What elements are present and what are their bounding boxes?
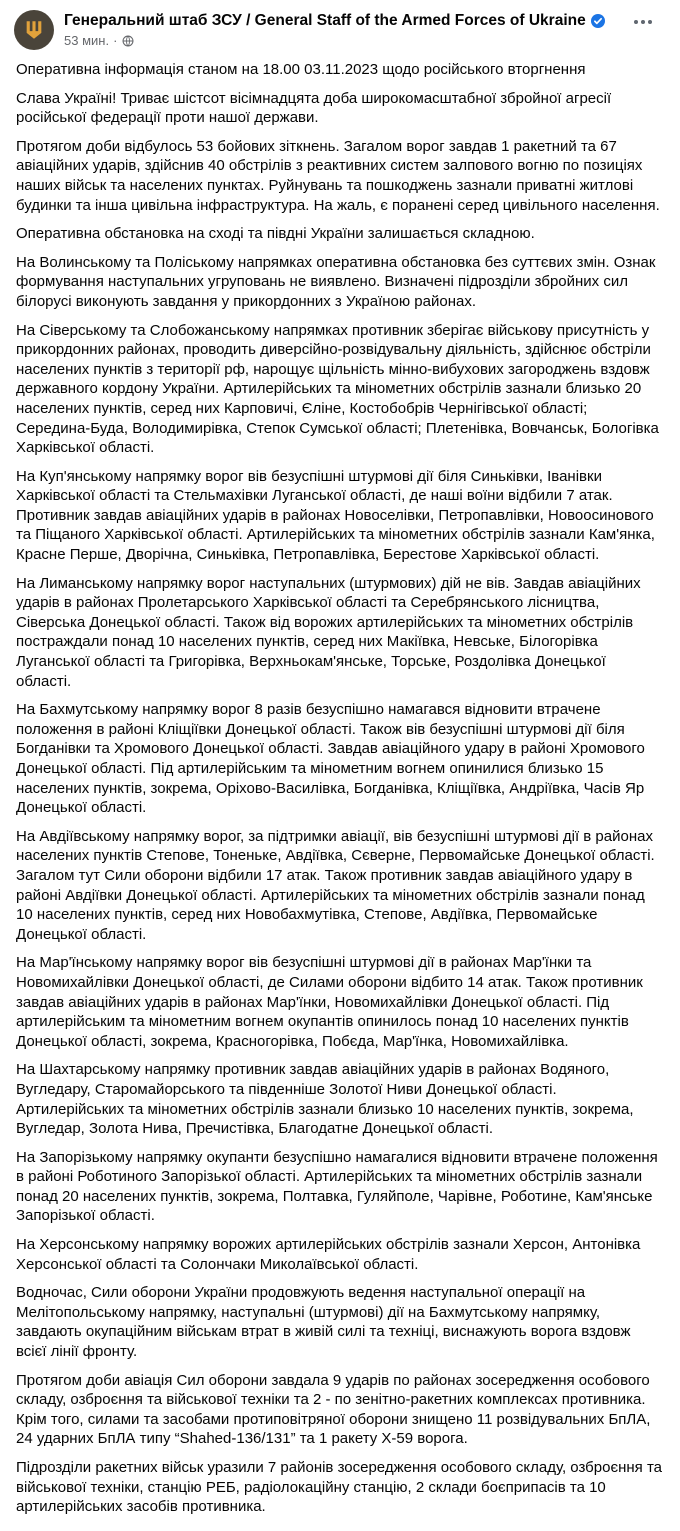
post-paragraph: Водночас, Сили оборони України продовжують ведення наступальної операції на Мелітопольському напрямку, наступальні (штурмові) дії на Бахмутському напрямку, завдають окупаційним військам втрат в живій силі та техніці, виснажують ворога вздовж всієї лінії фронту. [16, 1284, 635, 1361]
post-paragraph: На Бахмутському напрямку ворог 8 разів безуспішно намагався відновити втрачене положення в районі Кліщіївки Донецької області. Також вів безуспішні штурмові дії біля Богданівки та Хромового Донецької області. Завдав авіаційного удару в районі Хромового Донецької області. Під артилерійським та мінометним вогнем опинилися близько 15 населених пунктів, зокрема, Оріхово-Василівка, Богданівка, Кліщіївка, Андріївка, Часів Яр Донецької області. [16, 701, 650, 817]
trident-emblem-icon [23, 19, 45, 41]
header-info [64, 10, 664, 49]
post-paragraph: Слава Україні! Триває шістсот вісімнадцята доба широкомасштабної збройної агресії російської федерації проти нашої держави. [16, 89, 616, 127]
page-avatar[interactable] [14, 10, 54, 50]
post-timestamp[interactable]: 53 мин. [64, 33, 110, 48]
post-paragraph: Оперативна інформація станом на 18.00 03.11.2023 щодо російського вторгнення [16, 61, 586, 78]
meta-separator: · [113, 33, 118, 48]
page-name-link[interactable]: Генеральний штаб ЗСУ / General Staff of the Armed Forces of Ukraine [64, 12, 586, 29]
post-paragraph: На Сіверському та Слобожанському напрямках противник зберігає військову присутність у прикордонних районах, проводить диверсійно-розвідувальну діяльність, здійснює обстріли населених пунктів з території рф, нарощує щільність мінно-вибухових загороджень вздовж державного кордону України. Артилерійських та мінометних обстрілів зазнали близько 20 населених пунктів, серед них Карповичі, Єліне, Костобобрів Чернігівської області; Середина-Буда, Володимирівка, Степок Сумської області; Плетенівка, Вовчанськ, Бологівка Харківської області. [16, 321, 664, 457]
post-paragraph: Протягом доби авіація Сил оборони завдала 9 ударів по районах зосередження особового складу, озброєння та військової техніки та 2 - по зенітно-ракетних комплексах противника. Крім того, силами та засобами протиповітряної оборони знищено 11 розвідувальних БпЛА, 24 ударних БпЛА типу “Shahed-136/131” та 1 ракету Х-59 ворога. [16, 1371, 655, 1448]
post-paragraph: На Шахтарському напрямку противник завдав авіаційних ударів в районах Водяного, Вугледару, Старомайорського та південніше Золотої Ниви Донецької області. Артилерійських та мінометних обстрілів зазнали близько 10 населених пунктів, зокрема, Вугледар, Золота Нива, Пречистівка, Благодатне Донецької області. [16, 1061, 638, 1138]
post-paragraph: На Волинському та Поліському напрямках оперативна обстановка без суттєвих змін. Ознак формування наступальних угруповань не виявлено. Визначені підрозділи збройних сил білорусі виконують завдання у прикордонних з Україною районах. [16, 253, 660, 310]
post-paragraph: На Запорізькому напрямку окупанти безуспішно намагалися відновити втрачене положення в районі Роботиного Запорізької області. Артилерійських та мінометних обстрілів зазнали понад 20 населених пунктів, зокрема, Полтавка, Гуляйполе, Чарівне, Роботине, Кам'янське Запорізької області. [16, 1148, 662, 1225]
post-paragraph: На Куп'янському напрямку ворог вів безуспішні штурмові дії біля Синьківки, Іванівки Харківської області та Стельмахівки Луганської області, де наші воїни відбили 7 атак. Противник завдав авіаційних ударів в районах Новоселівки, Петропавлівки, Новоосинового та Піщаного Харківської області. Артилерійських та мінометних обстрілів зазнали Кам'янка, Красне Перше, Дворічна, Синьківка, Петропавлівка, Берестове Харківської області. [16, 467, 660, 564]
post-meta-row [64, 33, 664, 49]
post-text [0, 54, 680, 1531]
globe-icon [122, 35, 134, 47]
post-paragraph: Протягом доби відбулось 53 бойових зіткнень. Загалом ворог завдав 1 ракетний та 67 авіаційних ударів, здійснив 40 обстрілів з реактивних систем залпового вогню по позиціях наших військ та населених пунктах. Руйнувань та пошкоджень зазнали приватні житлові будинки та інша цивільна інфраструктура. На жаль, є поранені серед цивільного населення. [16, 137, 660, 214]
page-name-row [64, 11, 664, 31]
post-paragraph: На Авдіївському напрямку ворог, за підтримки авіації, вів безуспішні штурмові дії в районах населених пунктів Степове, Тоненьке, Авдіївка, Сєверне, Первомайське Донецької області. Загалом тут Сили оборони відбили 17 атак. Також противник завдав авіаційного удару в районі Авдіївки Донецької області. Артилерійських та мінометних обстрілів зазнали понад 10 населених пунктів, серед них Новобахмутівка, Степове, Авдіївка, Первомайське Донецької області. [16, 827, 659, 943]
post-header [0, 0, 680, 54]
post-paragraph: На Лиманському напрямку ворог наступальних (штурмових) дій не вів. Завдав авіаційних ударів в районах Пролетарського Харківської області та Серебрянського лісництва, Сіверська Донецької області. Також від ворожих артилерійських та мінометних обстрілів постраждали понад 10 населених пунктів, серед них Макіївка, Невське, Білогорівка Луганської області та Григорівка, Верхньокам'янське, Торське, Роздолівка Донецької області. [16, 574, 645, 690]
post-paragraph: На Мар'їнському напрямку ворог вів безуспішні штурмові дії в районах Мар'їнки та Новомихайлівки Донецької області, де Силами оборони відбито 14 атак. Також противник завдав авіаційних ударів в районах Мар'їнки, Новомихайлівки Донецької області. Під артилерійським та мінометним вогнем окупантів опинилось понад 10 населених пунктів Донецької області, зокрема, Красногорівка, Побєда, Мар'їнка, Новомихайлівка. [16, 954, 648, 1050]
verified-badge-icon [591, 14, 605, 28]
post-paragraph: На Херсонському напрямку ворожих артилерійських обстрілів зазнали Херсон, Антонівка Херсонської області та Солончаки Миколаївської області. [16, 1236, 645, 1273]
post-paragraph: Оперативна обстановка на сході та півдні України залишається складною. [16, 225, 535, 243]
post-paragraph: Підрозділи ракетних військ уразили 7 районів зосередження особового складу, озброєння та військової техніки, станцію РЕБ, радіолокаційну станцію, 2 склади боєприпасів та 10 артилерійських засобів противника. [16, 1459, 667, 1516]
post-options-ellipsis-icon[interactable] [630, 14, 656, 30]
